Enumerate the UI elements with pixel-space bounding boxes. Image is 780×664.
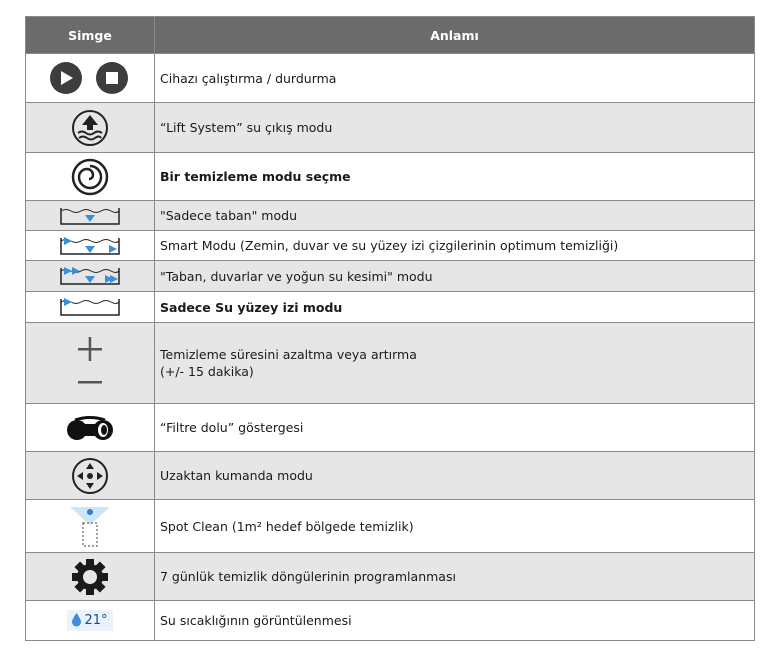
table-row (26, 153, 755, 201)
row-text: Spot Clean (1m² hedef bölgede temizlik) (155, 500, 755, 553)
plus-minus-icon (70, 330, 110, 396)
table-row (26, 452, 755, 500)
table-row (26, 323, 755, 404)
row-text: Smart Modu (Zemin, duvar ve su yüzey izi çizgilerinin optimum temizliği) (155, 231, 755, 261)
play-stop-icon (48, 61, 132, 95)
water-temperature-icon (67, 610, 112, 631)
table-row (26, 54, 755, 103)
table-row (26, 103, 755, 153)
row-text: “Lift System” su çıkış modu (155, 103, 755, 153)
row-text: "Sadece taban" modu (155, 201, 755, 231)
header-anlami: Anlamı (155, 17, 755, 54)
table-row (26, 231, 755, 261)
table-row (26, 553, 755, 601)
row-text: Su sıcaklığının görüntülenmesi (155, 601, 755, 641)
gear-icon (70, 557, 110, 597)
table-row (26, 292, 755, 323)
header-row (26, 17, 755, 54)
floor-walls-waterline-icon (58, 265, 122, 287)
smart-mode-icon (58, 235, 122, 257)
row-text: Uzaktan kumanda modu (155, 452, 755, 500)
floor-only-icon (58, 205, 122, 227)
row-text: Sadece Su yüzey izi modu (155, 292, 755, 323)
row-text: Bir temizleme modu seçme (155, 153, 755, 201)
row-text: Temizleme süresini azaltma veya artırma (+/- 15 dakika) (155, 323, 755, 404)
header-simge: Simge (26, 17, 155, 54)
symbol-table (25, 16, 755, 641)
remote-control-icon (70, 457, 110, 495)
temperature-value: 21° (84, 612, 108, 628)
filter-full-icon (63, 414, 117, 442)
lift-system-icon (70, 109, 110, 147)
row-text: "Taban, duvarlar ve yoğun su kesimi" modu (155, 261, 755, 292)
row-text: “Filtre dolu” göstergesi (155, 404, 755, 452)
spot-clean-icon (65, 503, 115, 549)
table-row (26, 261, 755, 292)
table-row (26, 601, 755, 641)
table-row (26, 404, 755, 452)
waterline-only-icon (58, 296, 122, 318)
spiral-cleaning-mode-icon (70, 158, 110, 196)
table-row (26, 500, 755, 553)
row-text: Cihazı çalıştırma / durdurma (155, 54, 755, 103)
water-drop-icon (72, 613, 81, 627)
row-text: 7 günlük temizlik döngülerinin programlanması (155, 553, 755, 601)
table-row (26, 201, 755, 231)
